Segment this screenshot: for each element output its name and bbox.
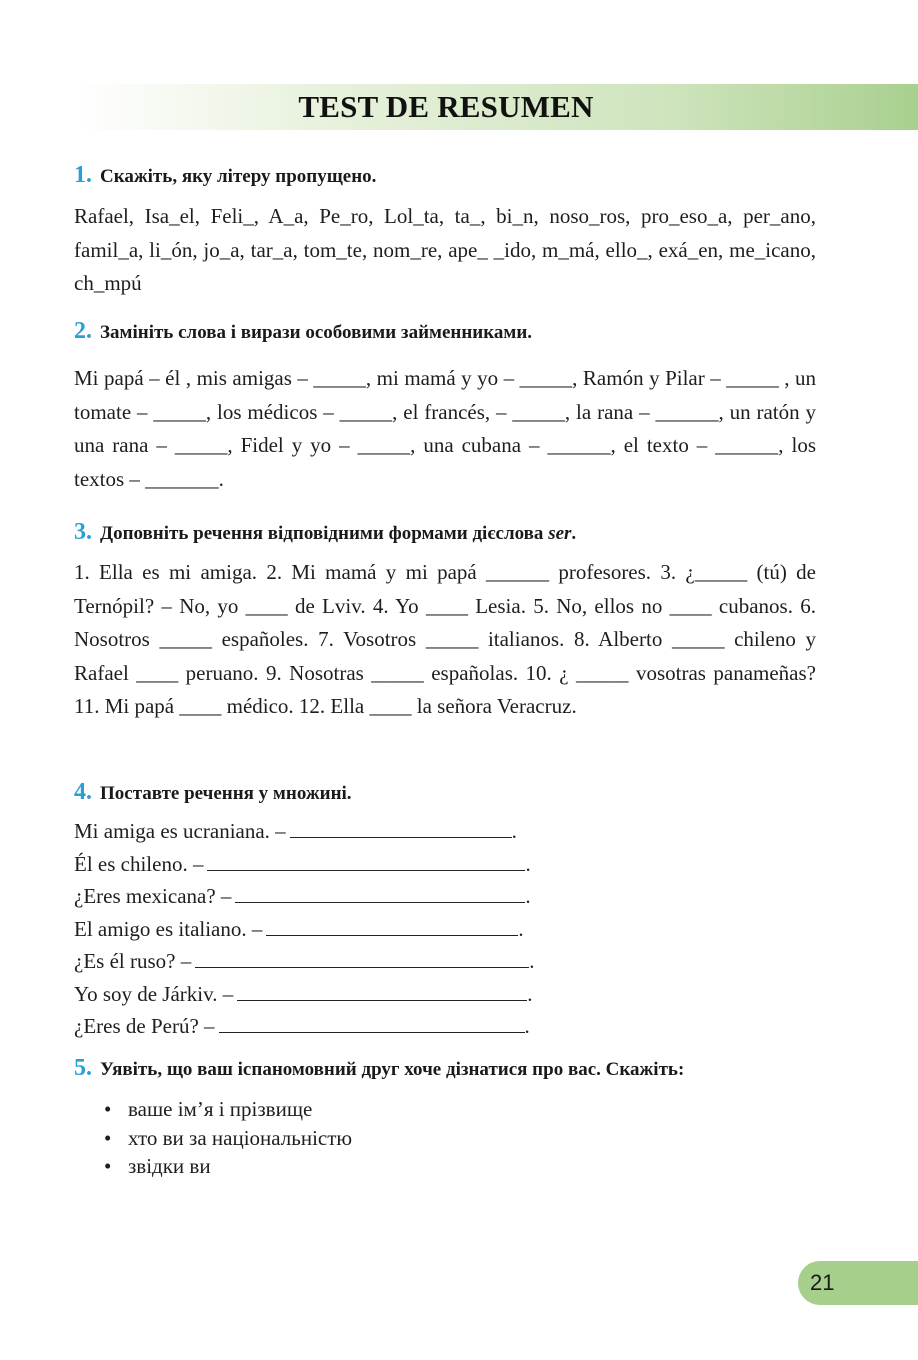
task-2-heading	[74, 318, 532, 345]
task-4-instruction: Поставте речення у множині.	[100, 783, 352, 804]
answer-blank[interactable]	[290, 815, 512, 838]
task-1-heading	[74, 162, 376, 189]
task-4-lines	[74, 815, 816, 1043]
task-3-heading	[74, 519, 576, 546]
page-title: TEST DE RESUMEN	[298, 89, 594, 124]
answer-blank[interactable]	[219, 1010, 525, 1033]
task-5-number: 5.	[74, 1055, 92, 1081]
task-1-instruction: Скажіть, яку літеру пропущено.	[100, 166, 377, 187]
answer-blank[interactable]	[266, 913, 518, 936]
task-3-text: 1. Ella es mi amiga. 2. Mi mamá y mi papá ______ profesores. 3. ¿_____ (tú) de Ternópil? – No, yo ____ de Lviv. 4. Yo ____ Lesia. 5. No, ellos no ____ cubanos. 6. Nosotros _____ españoles. 7. Vosotros _____ italianos. 8. Alberto _____ chileno y Rafael ____ peruano. 9. Nosotras _____ españolas. 10. ¿ _____ vosotras panameñas? 11. Mi papá ____ médico. 12. Ella ____ la señora Veracruz.	[74, 560, 816, 718]
page-number: 21	[810, 1270, 835, 1295]
task-2-instruction: Замініть слова і вирази особовими займенниками.	[100, 322, 533, 343]
answer-blank[interactable]	[237, 978, 527, 1001]
bullet-item: • звідки ви	[104, 1152, 352, 1181]
plural-line: Él es chileno. – .	[74, 848, 816, 881]
bullet-item: • ваше ім’я і прізвище	[104, 1095, 352, 1124]
task-2-number: 2.	[74, 318, 92, 344]
task-3-verb: ser	[548, 523, 572, 544]
task-1-text: Rafael, Isa_el, Feli_, A_a, Pe_ro, Lol_ta, ta_, bi_n, noso_ros, pro_eso_a, per_ano, famil_a, li_ón, jo_a, tar_a, tom_te, nom_re, ape_ _ido, m_má, ello_, exá_en, me_icano, ch_mpú	[74, 204, 816, 295]
task-2-text: Mi papá – él , mis amigas – _____, mi mamá y yo – _____, Ramón y Pilar – _____ , un tomate – _____, los médicos – _____, el francés, – _____, la rana – ______, un ratón y una rana – _____, Fidel y yo – _____, una cubana – ______, el texto – ______, los textos – _______.	[74, 366, 816, 491]
task-3-number: 3.	[74, 519, 92, 545]
task-5-instruction: Уявіть, що ваш іспаномовний друг хоче дізнатися про вас. Скажіть:	[100, 1059, 685, 1080]
task-4-number: 4.	[74, 779, 92, 805]
task-3-heading-end: .	[571, 523, 577, 544]
plural-line: Yo soy de Járkiv. – .	[74, 978, 816, 1011]
plural-line: El amigo es italiano. – .	[74, 913, 816, 946]
bullet-item: • хто ви за національністю	[104, 1124, 352, 1153]
task-1-number: 1.	[74, 162, 92, 188]
plural-line: Mi amiga es ucraniana. – .	[74, 815, 816, 848]
task-3-instruction: Доповніть речення відповідними формами дієслова	[100, 523, 544, 544]
task-5-bullet-list	[104, 1095, 352, 1181]
plural-line: ¿Eres mexicana? – .	[74, 880, 816, 913]
task-5-heading	[74, 1055, 684, 1082]
task-4-heading	[74, 779, 352, 806]
answer-blank[interactable]	[195, 945, 529, 968]
plural-line: ¿Eres de Perú? – .	[74, 1010, 816, 1043]
answer-blank[interactable]	[207, 848, 525, 871]
answer-blank[interactable]	[235, 880, 525, 903]
plural-line: ¿Es él ruso? – .	[74, 945, 816, 978]
